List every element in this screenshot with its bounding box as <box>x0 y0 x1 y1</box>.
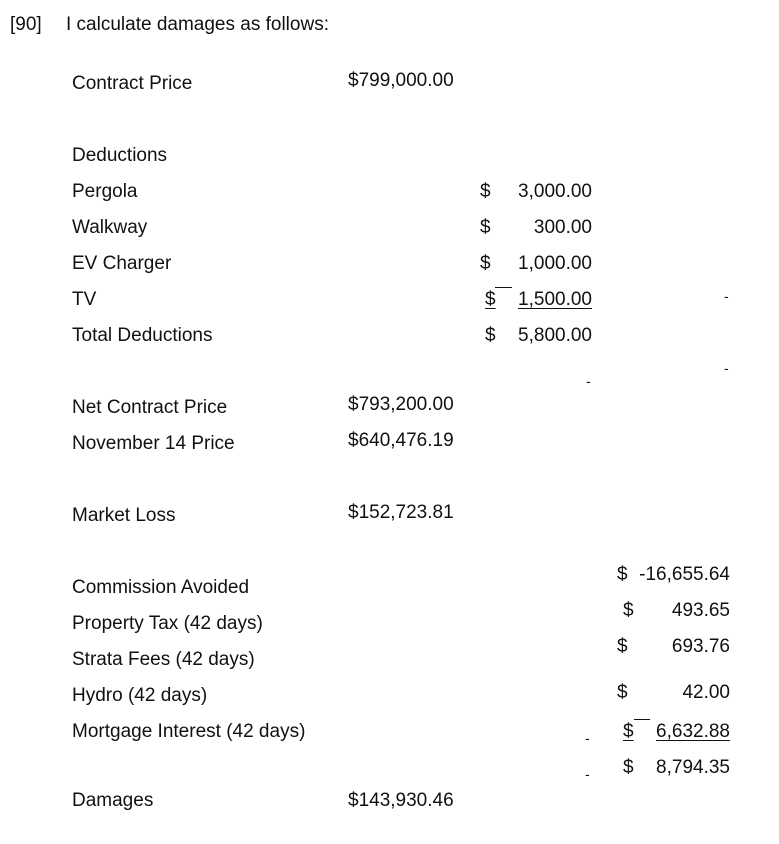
dash-mark: - <box>585 730 590 746</box>
ev-charger-currency: $ <box>480 253 491 274</box>
net-contract-price-label: Net Contract Price <box>72 397 228 418</box>
strata-fees-label: Strata Fees (42 days) <box>72 649 255 670</box>
expenses-subtotal-value: 8,794.35 <box>656 757 730 778</box>
walkway-label: Walkway <box>72 217 148 238</box>
november-price-value: $640,476.19 <box>348 430 454 451</box>
total-deductions-value: 5,800.00 <box>518 325 592 346</box>
contract-price-label: Contract Price <box>72 73 193 94</box>
damages-label: Damages <box>72 790 154 811</box>
pergola-value: 3,000.00 <box>518 181 592 202</box>
walkway-value: 300.00 <box>533 217 592 238</box>
ev-charger-value: 1,000.00 <box>518 253 592 274</box>
dash-mark: - <box>724 288 729 304</box>
mortgage-interest-currency: $ <box>623 721 634 742</box>
commission-avoided-currency: $ <box>617 564 628 585</box>
walkway-currency: $ <box>480 217 491 238</box>
tv-label: TV <box>72 289 97 310</box>
november-price-label: November 14 Price <box>72 433 235 454</box>
dash-mark: - <box>585 766 590 782</box>
mortgage-interest-label: Mortgage Interest (42 days) <box>72 721 306 742</box>
dash-mark: - <box>586 373 591 389</box>
ev-charger-label: EV Charger <box>72 253 172 274</box>
deductions-heading: Deductions <box>72 145 168 166</box>
market-loss-value: $152,723.81 <box>348 502 454 523</box>
tv-value: 1,500.00 <box>518 289 592 310</box>
property-tax-value: 493.65 <box>671 600 730 621</box>
dash-mark: - <box>724 360 729 376</box>
strata-fees-currency: $ <box>617 636 628 657</box>
market-loss-label: Market Loss <box>72 505 176 526</box>
property-tax-currency: $ <box>623 600 634 621</box>
contract-price-value: $799,000.00 <box>348 70 454 91</box>
total-deductions-label: Total Deductions <box>72 325 213 346</box>
commission-avoided-label: Commission Avoided <box>72 577 250 598</box>
paragraph-number: [90] <box>10 14 42 35</box>
net-contract-price-value: $793,200.00 <box>348 394 454 415</box>
hydro-label: Hydro (42 days) <box>72 685 208 706</box>
damages-value: $143,930.46 <box>348 790 454 811</box>
mortgage-underline-gap <box>634 719 650 720</box>
expenses-subtotal-currency: $ <box>623 757 634 778</box>
total-deductions-currency: $ <box>485 325 496 346</box>
intro-text: I calculate damages as follows: <box>66 14 329 35</box>
hydro-value: 42.00 <box>682 682 730 703</box>
strata-fees-value: 693.76 <box>671 636 730 657</box>
pergola-label: Pergola <box>72 181 138 202</box>
tv-underline-gap <box>495 287 512 288</box>
hydro-currency: $ <box>617 682 628 703</box>
mortgage-interest-value: 6,632.88 <box>656 721 730 742</box>
tv-currency: $ <box>485 289 496 310</box>
pergola-currency: $ <box>480 181 491 202</box>
property-tax-label: Property Tax (42 days) <box>72 613 263 634</box>
commission-avoided-value: -16,655.64 <box>639 564 730 585</box>
